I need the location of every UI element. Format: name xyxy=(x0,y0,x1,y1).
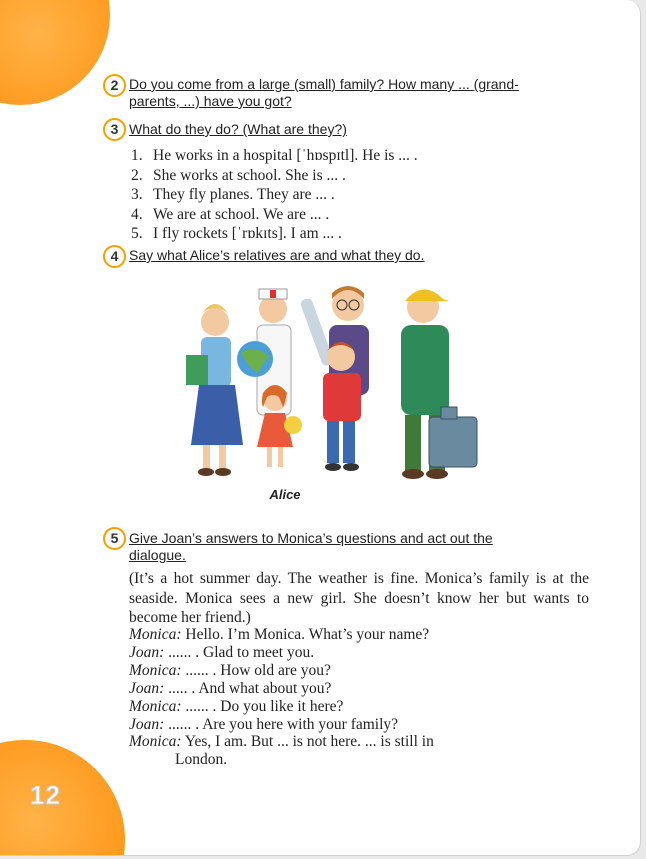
dialogue-line: Joan: ...... . Are you here with your family? xyxy=(129,715,399,733)
dialogue-line: Monica: ...... . Do you like it here? xyxy=(129,697,344,715)
exercise-3-instruction: What do they do? (What are they?) xyxy=(129,121,347,137)
exercise-5-instruction xyxy=(129,530,576,564)
list-item: 2. She works at school. She is ... . xyxy=(131,166,346,184)
dialogue-line: Joan: ..... . And what about you? xyxy=(129,679,332,697)
alice-figure xyxy=(257,385,302,467)
list-item: 3. They fly planes. They are ... . xyxy=(131,186,335,203)
exercise-3-list xyxy=(131,146,418,244)
family-illustration xyxy=(183,277,485,487)
exercise-2-line-2: parents, ...) have you got? xyxy=(129,93,292,109)
list-item: 4. We are at school. We are ... . xyxy=(131,205,330,223)
exercise-5-line-2: dialogue. xyxy=(129,547,186,563)
dialogue-line: Monica: Hello. I’m Monica. What’s your name? xyxy=(129,626,430,643)
story-paragraph: (It’s a hot summer day. The weather is fine. Monica’s family is at the seaside. Monica sees a new girl. She doesn’t know her but wants to become her friend.) xyxy=(129,570,589,626)
list-item: 1. He works in a hospital [ˈhɒspɪtl]. He is ... . xyxy=(131,147,418,164)
teacher-figure xyxy=(186,304,243,476)
dialogue-continuation: London. xyxy=(175,751,228,769)
exercise-2-instruction xyxy=(129,76,576,110)
exercise-5-number: 5 xyxy=(103,527,126,550)
dialogue xyxy=(129,626,589,769)
exercise-5-line-1: Give Joan’s answers to Monica’s questions and act out the xyxy=(129,530,493,546)
corner-decoration-bottom xyxy=(0,740,125,856)
exercise-2-number: 2 xyxy=(103,74,126,97)
page-number: 12 xyxy=(30,780,61,810)
exercise-4-number: 4 xyxy=(103,245,126,268)
driver-figure xyxy=(401,289,477,479)
dialogue-line: Monica: ...... . How old are you? xyxy=(129,661,331,679)
list-item: 5. I fly rockets [ˈrɒkɪts]. I am ... . xyxy=(131,225,342,242)
exercise-4-instruction: Say what Alice’s relatives are and what they do. xyxy=(129,247,425,263)
corner-decoration-top xyxy=(0,0,110,105)
exercise-3-number: 3 xyxy=(103,118,126,141)
exercise-2-line-1: Do you come from a large (small) family? How many ... (grand- xyxy=(129,76,519,92)
dialogue-line: Joan: ...... . Glad to meet you. xyxy=(129,643,315,661)
illustration-caption: Alice xyxy=(269,487,301,502)
dialogue-line: Monica: Yes, I am. But ... is not here. ... is still in xyxy=(129,733,434,751)
